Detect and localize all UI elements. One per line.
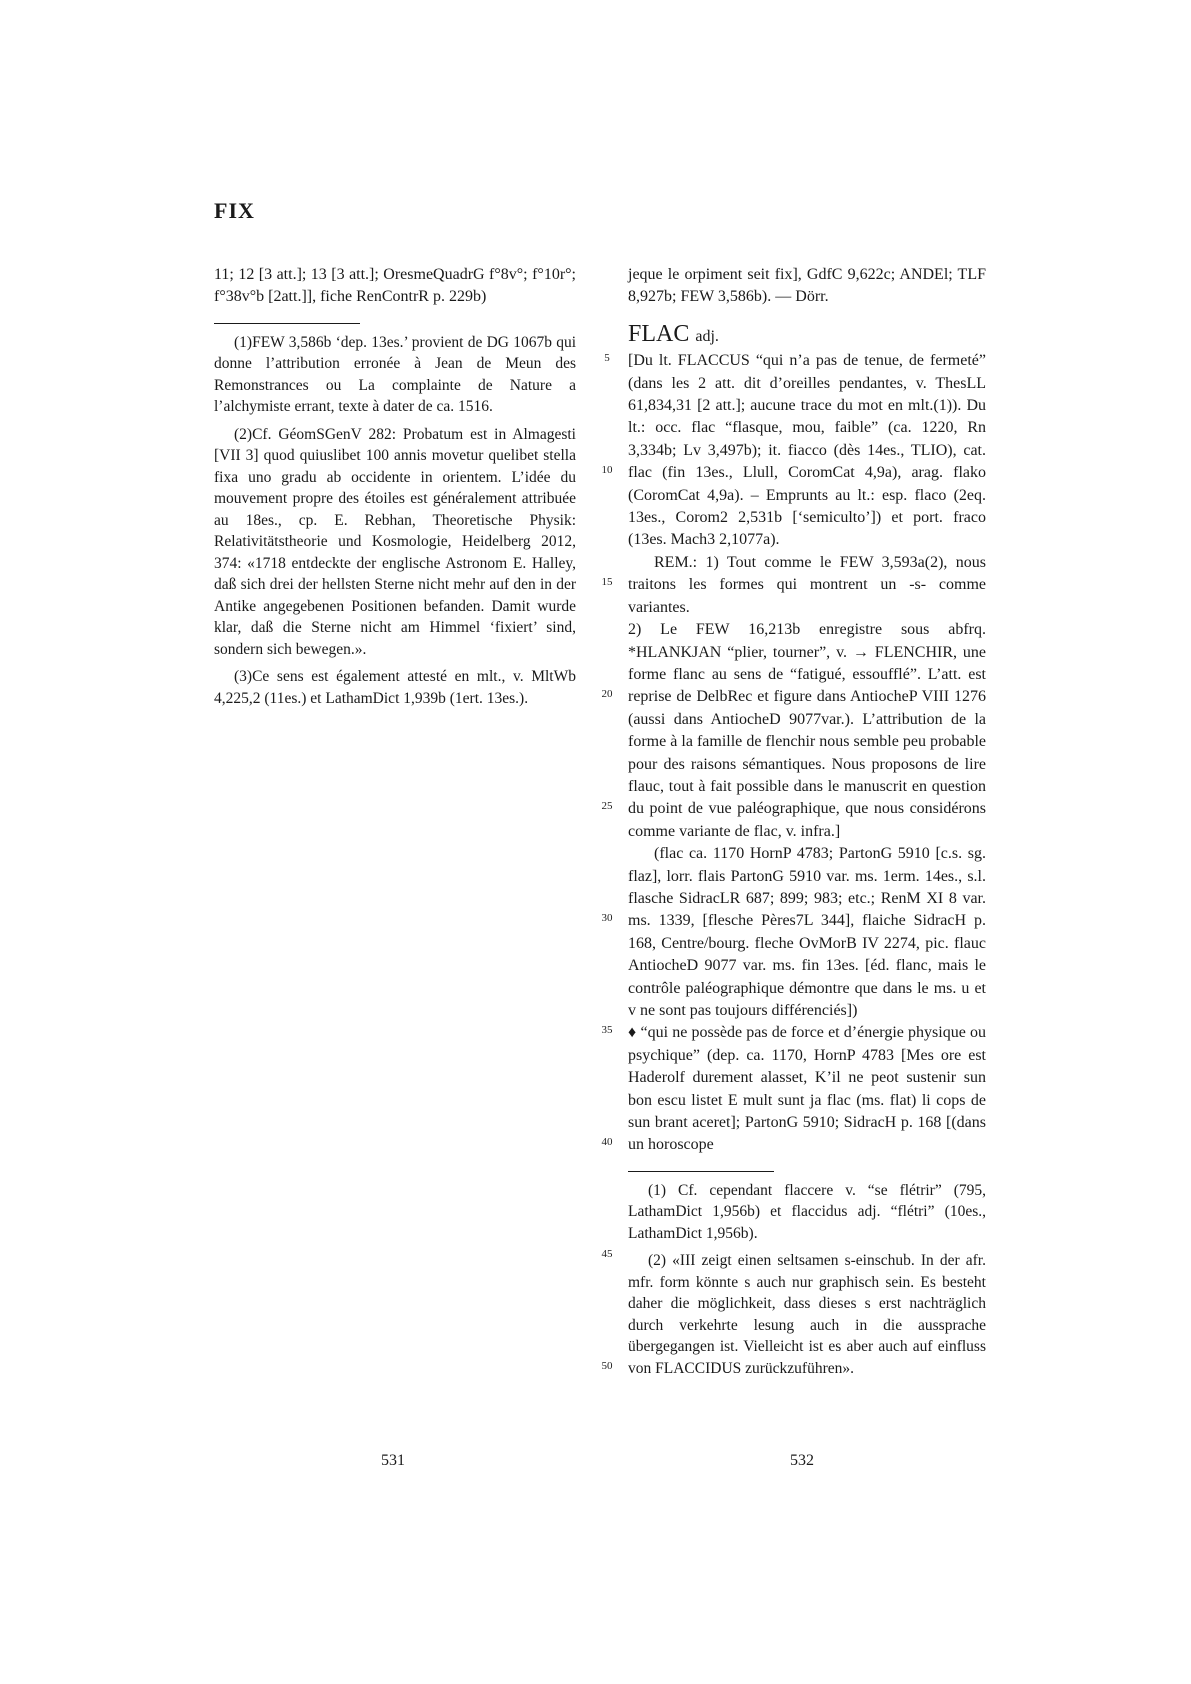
footnote-2: (2) «III zeigt einen seltsamen s-einschub. In der afr. mfr. form könnte s auch nur graphisch sein. Es besteht daher die möglichkeit, dass dieses s erst nachträglich durch verkehrte lesung auch in die aussprache übergegangen ist. Vielleicht ist es aber auch auf einfluss von FLACCIDUS zurückzuführen». [628,1252,986,1377]
running-head: FIX [214,198,255,223]
right-column [628,264,986,1385]
forms-paragraph: (flac ca. 1170 HornP 4783; PartonG 5910 [c.s. sg. flaz], lorr. flais PartonG 5910 var. ms. 1erm. 14es., s.l. flasche SidracLR 687; 899; 983; etc.; RenM XI 8 var. ms. 1339, [flesche Pères7L 344], flaiche SidracH p. 168, Centre/bourg. fleche OvMorB IV 2274, pic. flauc AntiocheD 9077 var. ms. fin 13es. [éd. flanc, mais le contrôle paléographique démontre que dans le ms. u et v ne sont pas toujours différenciés]) [628,845,986,1019]
line-number: 35 [601,1024,613,1036]
line-number: 50 [601,1360,613,1372]
footnote-2: (2)Cf. GéomSGenV 282: Probatum est in Almagesti [VII 3] quod quiuslibet 100 annis movetur quelibet stella fixa uno gradu ab occidente in orientem. L’idée du mouvement propre des étoiles est généralement attribuée au 18es., cp. E. Rebhan, Theoretische Physik: Relativitätstheorie und Kosmologie, Heidelberg 2012, 374: «1718 entdeckte der englische Astronom E. Halley, daß sich drei der hellsten Sterne nicht mehr auf den in der Antike angegebenen Positionen befanden. Damit wurde klar, daß die Sterne nicht am Himmel ‘fixiert’ sind, sondern sich bewegen.». [214,425,576,658]
footnote-1: (1) Cf. cependant flaccere v. “se flétrir” (795, LathamDict 1,956b) et flaccidus adj. “flétri” (10es., LathamDict 1,956b). [628,1181,986,1242]
line-number: 10 [601,464,613,476]
left-body-paragraph: 11; 12 [3 att.]; 13 [3 att.]; OresmeQuadrG f°8v°; f°10r°; f°38v°b [2att.]], fiche RenContrR p. 229b) [214,266,576,306]
page-number-right: 532 [790,1452,814,1469]
left-column [214,264,576,715]
line-number: 45 [601,1248,613,1260]
line-number: 20 [601,688,613,700]
line-number: 30 [601,912,613,924]
remark-2-paragraph: 2) Le FEW 16,213b enregistre sous abfrq. *HLANKJAN “plier, tourner”, v. → FLENCHIR, une forme flanc au sens de “fatigué, essoufflé”. L’att. est reprise de DelbRec et figure dans AntiocheP VIII 1276 (aussi dans AntiocheD 9077var.). L’attribution de la forme à la famille de flenchir nous semble peu probable pour des raisons sémantiques. Nous proposons de lire flauc, tout à fait possible dans le manuscrit en question du point de vue paléographique, que nous considérons comme variante de flac, v. infra.] [628,621,986,840]
continuation-text: jeque le orpiment seit fix], GdfC 9,622c; ANDEl; TLF 8,927b; FEW 3,586b). — Dörr. [628,266,986,306]
etymology-paragraph: [Du lt. FLACCUS “qui n’a pas de tenue, de fermeté” (dans les 2 att. dit d’oreilles pendantes, v. ThesLL 61,834,31 [2 att.]; aucune trace du mot en mlt.(1)). Du lt.: occ. flac “flasque, mou, faible” (ca. 1220, Rn 3,334b; Lv 3,497b); it. fiacco (dès 14es., TLIO), cat. flac (fin 13es., Llull, CoromCat 4,9a), arag. flako (CoromCat 4,9a). – Emprunts au lt.: esp. flaco (2eq. 13es., Corom2 2,531b [‘semiculto’]) et port. fraco (13es. Mach3 2,1077a). [628,352,986,549]
footnote-3: (3)Ce sens est également attesté en mlt., v. MltWb 4,225,2 (11es.) et LathamDict 1,939b (1ert. 13es.). [214,668,576,707]
headword-text: FLAC [628,320,690,347]
line-number: 25 [601,800,613,812]
sense-paragraph: ♦ “qui ne possède pas de force et d’énergie physique ou psychique” (dep. ca. 1170, HornP 4783 [Mes ore est Haderolf durement alasset, K’il ne peot sustenir sun bon escu listet E mult sunt ja flac (ms. flat) li cops de sun brant aceret]; PartonG 5910; SidracH p. 168 [(dans un horoscope [628,1024,986,1154]
footnote-rule [628,1171,774,1172]
line-number: 40 [601,1136,613,1148]
entry-headword [628,320,986,348]
line-number: 5 [604,352,610,364]
left-footnotes [214,332,576,710]
footnote-rule [214,323,360,324]
headword-pos: adj. [695,327,719,345]
page-number-left: 531 [381,1452,405,1469]
remark-paragraph: REM.: 1) Tout comme le FEW 3,593a(2), nous traitons les formes qui montrent un -s- comme variantes. [628,553,986,616]
right-footnotes [628,1180,986,1380]
line-number: 15 [601,576,613,588]
footnote-1: (1)FEW 3,586b ‘dep. 13es.’ provient de DG 1067b qui donne l’attribution erronée à Jean de Meun des Remonstrances ou La complainte de Nature a l’alchymiste errant, texte à dater de ca. 1516. [214,333,576,416]
